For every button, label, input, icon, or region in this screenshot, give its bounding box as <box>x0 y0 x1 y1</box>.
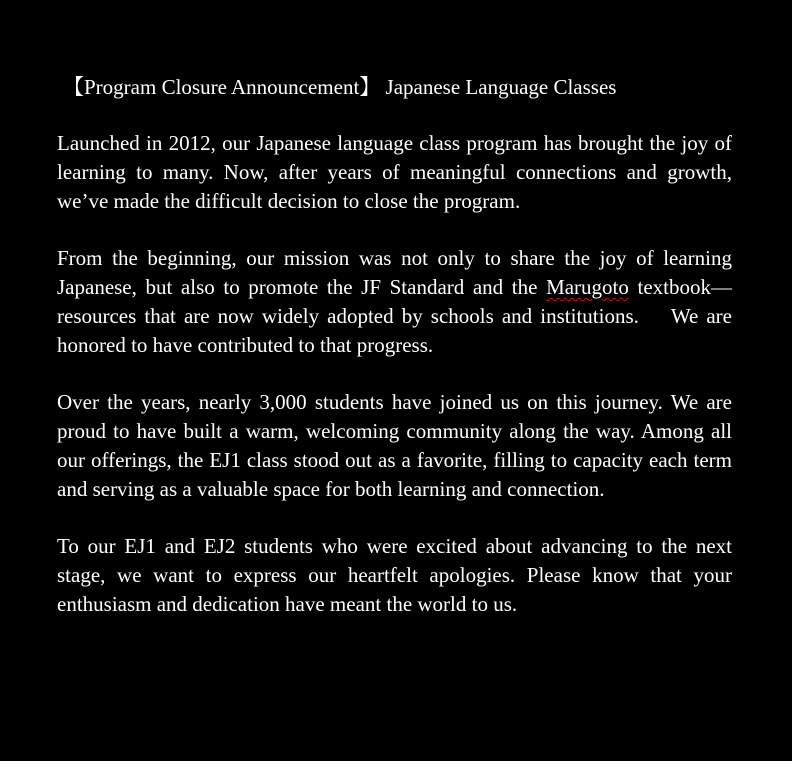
paragraph-mission-after: textbook—resources that are now widely adopted by schools and institutions. We are honored to have contributed to that progress. <box>57 275 732 357</box>
paragraph-intro: Launched in 2012, our Japanese language class program has brought the joy of learning to many. Now, after years of meaningful connections and growth, we’ve made the difficult decision to close the program. <box>57 131 732 213</box>
paragraph-mission <box>57 244 732 360</box>
paragraph-apology: To our EJ1 and EJ2 students who were excited about advancing to the next stage, we want to express our heartfelt apologies. Please know that your enthusiasm and dedication have meant the world to us. <box>57 534 732 616</box>
announcement-title: 【Program Closure Announcement】 Japanese Language Classes <box>63 75 617 99</box>
spellcheck-flagged-word[interactable]: Marugoto <box>546 275 629 299</box>
document-body <box>57 71 732 619</box>
paragraph-mission-before: From the beginning, our mission was not only to share the joy of learning Japanese, but also to promote the JF Standard and the <box>57 246 732 299</box>
paragraph-community: Over the years, nearly 3,000 students have joined us on this journey. We are proud to have built a warm, welcoming community along the way. Among all our offerings, the EJ1 class stood out as a favorite, filling to capacity each term and serving as a valuable space for both learning and connection. <box>57 390 732 501</box>
